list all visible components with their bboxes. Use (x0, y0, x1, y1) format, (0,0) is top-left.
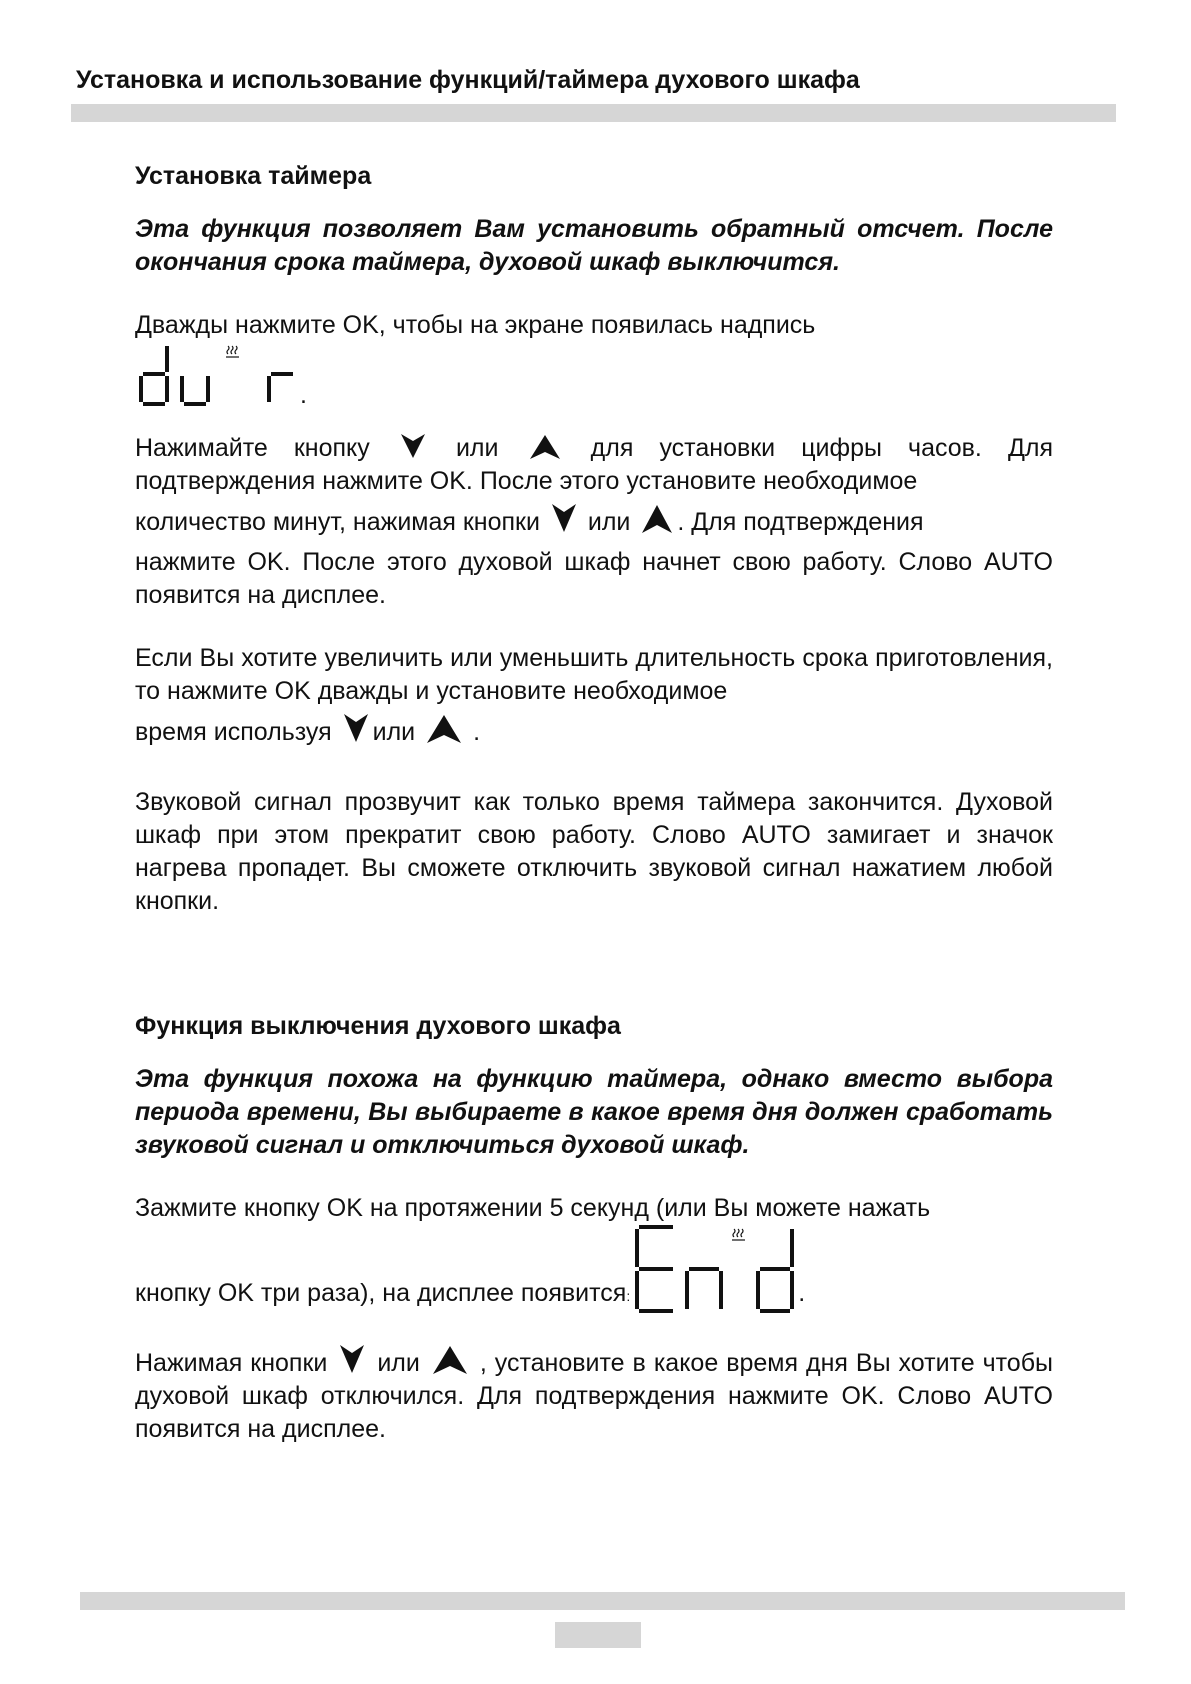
header-divider (71, 104, 1116, 122)
dur-display-period: . (300, 381, 307, 409)
timer-instruction-3: Если Вы хотите увеличить или уменьшить длительность срока приготовления, то нажмите OK дважды и установите необходимое (135, 644, 1053, 705)
arrow-down-icon (343, 712, 369, 744)
end-display-label: End (630, 1225, 632, 1226)
arrow-down-icon (400, 432, 426, 460)
page-title: Установка и использование функций/таймера духового шкафа (76, 66, 860, 94)
end-instruction-1-cont: кнопку OK три раза), на дисплее появится: End . (135, 1225, 1053, 1313)
steam-icon (226, 346, 239, 357)
timer-instruction-1 (135, 309, 1053, 412)
timer-lead-text: Эта функция позволяет Вам установить обратный отсчет. После окончания срока таймера, духовой шкаф выключится. (135, 215, 1053, 276)
section-title-end: Функция выключения духового шкафа (135, 1012, 621, 1040)
end-lead-text: Эта функция похожа на функцию таймера, однако вместо выбора периода времени, Вы выбираете в какое время дня должен сработать звуковой сигнал и отключиться духовой шкаф. (135, 1065, 1053, 1159)
page-content (135, 160, 1053, 1446)
timer-instruction-2: Нажимайте кнопку или для установки цифры часов. Для подтверждения нажмите OK. После этого установите необходимое (135, 434, 1054, 495)
arrow-up-icon (641, 504, 673, 534)
arrow-up-icon (426, 714, 462, 744)
dur-display-icon (135, 342, 300, 412)
arrow-down-icon (551, 502, 577, 534)
end-display-icon (630, 1225, 798, 1317)
end-instruction-2: Нажимая кнопки или , установите в какое время дня Вы хотите чтобы духовой шкаф отключился. Для подтверждения нажмите OK. Слово AUTO появится на дисплее. (135, 1343, 1053, 1446)
timer-instruction-2-cont: количество минут, нажимая кнопки или . Для подтверждения (135, 498, 1053, 546)
timer-instruction-1-text: Дважды нажмите OK, чтобы на экране появилась надпись (135, 311, 816, 339)
steam-icon (732, 1229, 745, 1240)
arrow-up-icon (529, 434, 561, 460)
arrow-up-icon (432, 1345, 468, 1375)
footer-divider (80, 1592, 1125, 1610)
timer-instruction-4: Звуковой сигнал прозвучит как только время таймера закончится. Духовой шкаф при этом прекратит свою работу. Слово AUTO замигает и значок нагрева пропадет. Вы сможете отключить звуковой сигнал нажатием любой кнопки. (135, 788, 1053, 915)
timer-instruction-3-cont: время используя или . (135, 708, 1053, 756)
timer-instruction-2-end: нажмите OK. После этого духовой шкаф начнет свою работу. Слово AUTO появится на дисплее. (135, 548, 1053, 609)
arrow-down-icon (339, 1343, 365, 1375)
end-instruction-1: Зажмите кнопку OK на протяжении 5 секунд (или Вы можете нажать (135, 1194, 931, 1222)
section-title-timer: Установка таймера (135, 162, 372, 190)
page-number-box (555, 1622, 641, 1648)
dur-display-label: dur (135, 342, 137, 343)
